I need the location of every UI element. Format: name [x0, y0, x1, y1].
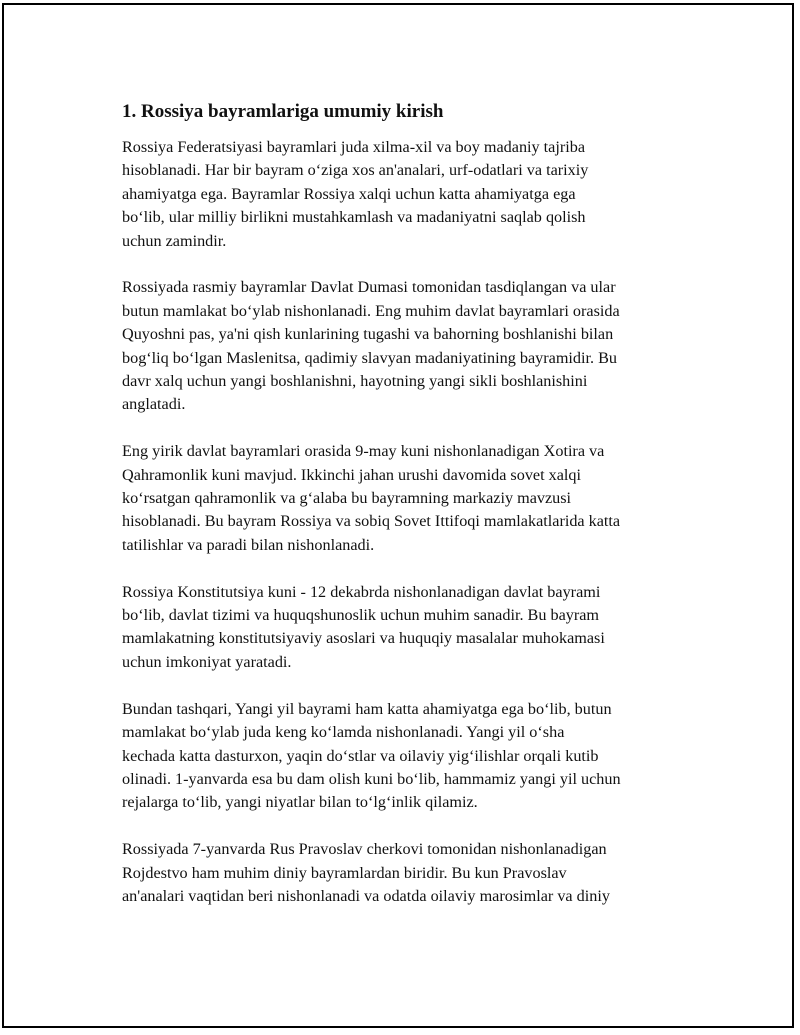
- text-line: mamlakatning konstitutsiyaviy asoslari va huquqiy masalalar muhokamasi: [122, 629, 605, 648]
- text-line: rejalarga to‘lib, yangi niyatlar bilan to‘lg‘inlik qilamiz.: [122, 793, 478, 812]
- text-line: bo‘lib, davlat tizimi va huquqshunoslik uchun muhim sanadir. Bu bayram: [122, 606, 600, 625]
- page-frame: [2, 3, 794, 1028]
- text-line: olinadi. 1-yanvarda esa bu dam olish kuni bo‘lib, hammamiz yangi yil uchun: [122, 769, 621, 788]
- text-line: Rossiyada 7-yanvarda Rus Pravoslav cherkovi tomonidan nishonlanadigan: [122, 840, 607, 859]
- text-line: Eng yirik davlat bayramlari orasida 9-may kuni nishonlanadigan Xotira va: [122, 442, 605, 461]
- text-line: hisoblanadi. Har bir bayram o‘ziga xos an'analari, urf-odatlari va tarixiy: [122, 161, 589, 180]
- text-line: Bundan tashqari, Yangi yil bayrami ham katta ahamiyatga ega bo‘lib, butun: [122, 699, 612, 718]
- paragraph: [122, 136, 702, 253]
- text-line: bo‘lib, ular milliy birlikni mustahkamlash va madaniyatni saqlab qolish: [122, 208, 586, 227]
- section-heading: 1. Rossiya bayramlariga umumiy kirish: [122, 101, 444, 122]
- text-line: Quyoshni pas, ya'ni qish kunlarining tugashi va bahorning boshlanishi bilan: [122, 325, 614, 344]
- text-line: tatilishlar va paradi bilan nishonlanadi.: [122, 535, 375, 554]
- text-line: Rossiya Federatsiyasi bayramlari juda xilma-xil va boy madaniy tajriba: [122, 138, 586, 156]
- paragraph: [122, 838, 702, 908]
- paragraph: [122, 276, 702, 416]
- document-body: [122, 99, 702, 932]
- text-line: Rossiya Konstitutsiya kuni - 12 dekabrda nishonlanadigan davlat bayrami: [122, 582, 601, 601]
- text-line: Rojdestvo ham muhim diniy bayramlardan biridir. Bu kun Pravoslav: [122, 863, 567, 882]
- text-line: uchun imkoniyat yaratadi.: [122, 652, 292, 671]
- paragraph: [122, 440, 702, 557]
- paragraph: [122, 698, 702, 815]
- text-line: davr xalq uchun yangi boshlanishni, hayotning yangi sikli boshlanishini: [122, 372, 588, 391]
- text-line: an'analari vaqtidan beri nishonlanadi va odatda oilaviy marosimlar va diniy: [122, 886, 610, 905]
- text-line: ahamiyatga ega. Bayramlar Rossiya xalqi uchun katta ahamiyatga ega: [122, 184, 576, 203]
- text-line: ko‘rsatgan qahramonlik va g‘alaba bu bayramning markaziy mavzusi: [122, 489, 572, 508]
- paragraph-list: [122, 136, 702, 908]
- text-line: bog‘liq bo‘lgan Maslenitsa, qadimiy slavyan madaniyatining bayramidir. Bu: [122, 348, 617, 367]
- text-line: butun mamlakat bo‘ylab nishonlanadi. Eng muhim davlat bayramlari orasida: [122, 301, 620, 320]
- text-line: Rossiyada rasmiy bayramlar Davlat Dumasi tomonidan tasdiqlangan va ular: [122, 278, 616, 297]
- text-line: mamlakat bo‘ylab juda keng ko‘lamda nishonlanadi. Yangi yil o‘sha: [122, 723, 565, 742]
- paragraph: [122, 581, 702, 675]
- text-line: kechada katta dasturxon, yaqin do‘stlar va oilaviy yig‘ilishlar orqali kutib: [122, 746, 599, 765]
- text-line: Qahramonlik kuni mavjud. Ikkinchi jahan urushi davomida sovet xalqi: [122, 465, 582, 484]
- text-line: anglatadi.: [122, 395, 186, 414]
- text-line: uchun zamindir.: [122, 231, 227, 250]
- text-line: hisoblanadi. Bu bayram Rossiya va sobiq Sovet Ittifoqi mamlakatlarida katta: [122, 512, 621, 531]
